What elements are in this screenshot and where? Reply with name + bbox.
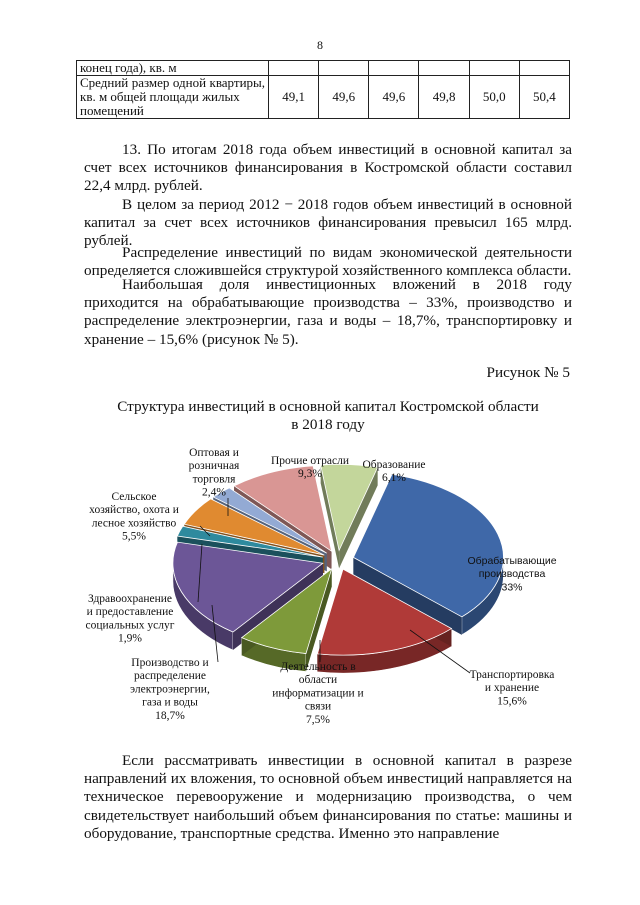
table-cell [269, 61, 319, 76]
slice-label-line: 33% [501, 581, 523, 594]
table-cell: 49,6 [369, 76, 419, 119]
label-line: помещений [80, 103, 144, 118]
slice-label-line: области [298, 674, 338, 687]
slice-label-line: хозяйство, охота и [89, 504, 179, 517]
slice-label [470, 669, 555, 707]
slice-label [89, 491, 179, 543]
table-cell [319, 61, 369, 76]
slice-label-line: 18,7% [155, 709, 185, 722]
slice-label-line: розничная [188, 460, 240, 473]
table-cell: 50,0 [469, 76, 519, 119]
slice-label-line: связи [304, 700, 332, 713]
slice-label-line: 6,1% [382, 472, 406, 485]
slice-label-line: Оптовая и [189, 447, 239, 459]
slice-label-line: производства [478, 568, 546, 581]
table-cell [519, 61, 569, 76]
slice-label-line: 7,5% [306, 713, 330, 726]
table-cell [419, 61, 469, 76]
paragraph: 13. По итогам 2018 года объем инвестиций в основной капитал за счет всех источников финансирования в Костромской области составил 22,4 млрд. рублей. [84, 141, 572, 195]
figure-label: Рисунок № 5 [486, 364, 570, 381]
label-line: кв. м общей площади жилых [80, 89, 240, 104]
housing-table [76, 60, 570, 119]
slice-label-line: Образование [362, 459, 426, 471]
chart-title [84, 398, 572, 434]
paragraph: Наибольшая доля инвестиционных вложений в 2018 году приходится на обрабатывающие производства – 33%, производство и распределение электроэнергии, газа и воды – 18,7%, транспортировку и хранение – 15,6% (рисунок № 5). [84, 276, 572, 348]
table-row [77, 76, 570, 119]
slice-label-line: 15,6% [497, 695, 527, 708]
slice-label-line: социальных услуг [85, 619, 175, 632]
slice-label-line: Здравоохранение [87, 593, 173, 605]
chart-title-line: в 2018 году [291, 416, 365, 433]
slice-label-line: лесное хозяйство [91, 517, 177, 530]
slice-label-line: газа и воды [142, 696, 198, 709]
chart-title-line: Структура инвестиций в основной капитал Костромской области [117, 398, 539, 415]
slice-label-line: и хранение [484, 682, 540, 695]
table-cell [469, 61, 519, 76]
slice-label-line: Обрабатывающие [467, 555, 557, 567]
slice-label-line: Деятельность в [280, 661, 356, 673]
paragraph: В целом за период 2012 − 2018 годов объем инвестиций в основной капитал за счет всех источников финансирования превысил 165 млрд. рублей. [84, 196, 572, 250]
label-line: Средний размер одной квартиры, [80, 75, 266, 90]
slice-label-line: 5,5% [122, 530, 146, 543]
slice-label-line: Транспортировка [469, 669, 555, 681]
table-cell: 49,6 [319, 76, 369, 119]
table-cell: 49,1 [269, 76, 319, 119]
slice-label-line: электроэнергии, [130, 683, 210, 696]
pie-chart [0, 430, 640, 745]
slice-label-line: информатизации и [272, 687, 364, 700]
slice-label [86, 593, 175, 645]
slice-label-line: торговля [192, 473, 236, 486]
table-cell: конец года), кв. м [77, 61, 269, 76]
slice-label-line: 1,9% [118, 632, 142, 645]
table-cell: 50,4 [519, 76, 569, 119]
slice-label-line: 9,3% [298, 468, 322, 481]
table-cell [369, 61, 419, 76]
slice-label [272, 661, 363, 726]
slice-label-line: Прочие отрасли [270, 455, 350, 467]
slice-label-line: 2,4% [202, 486, 226, 499]
page-number: 8 [317, 38, 323, 52]
slice-label-line: распределение [133, 670, 207, 683]
paragraph-bottom: Если рассматривать инвестиции в основной капитал в разрезе направлений их вложения, то основной объем инвестиций направляется на техническое перевооружение и модернизацию производства, о чем свидетельствует наибольший объем финансирования по статье: машины и оборудование, транспортные средства. Именно это направление [84, 752, 572, 842]
slice-label-line: Сельское [111, 491, 157, 503]
table-row [77, 61, 570, 76]
table-cell: 49,8 [419, 76, 469, 119]
table-cell-label [77, 76, 269, 119]
slice-label [130, 657, 210, 722]
slice-label-line: и предоставление [86, 606, 174, 619]
slice-label-line: Производство и [131, 657, 209, 669]
paragraph: Распределение инвестиций по видам экономической деятельности определяется сложившейся структурой хозяйственного комплекса области. [84, 244, 572, 280]
